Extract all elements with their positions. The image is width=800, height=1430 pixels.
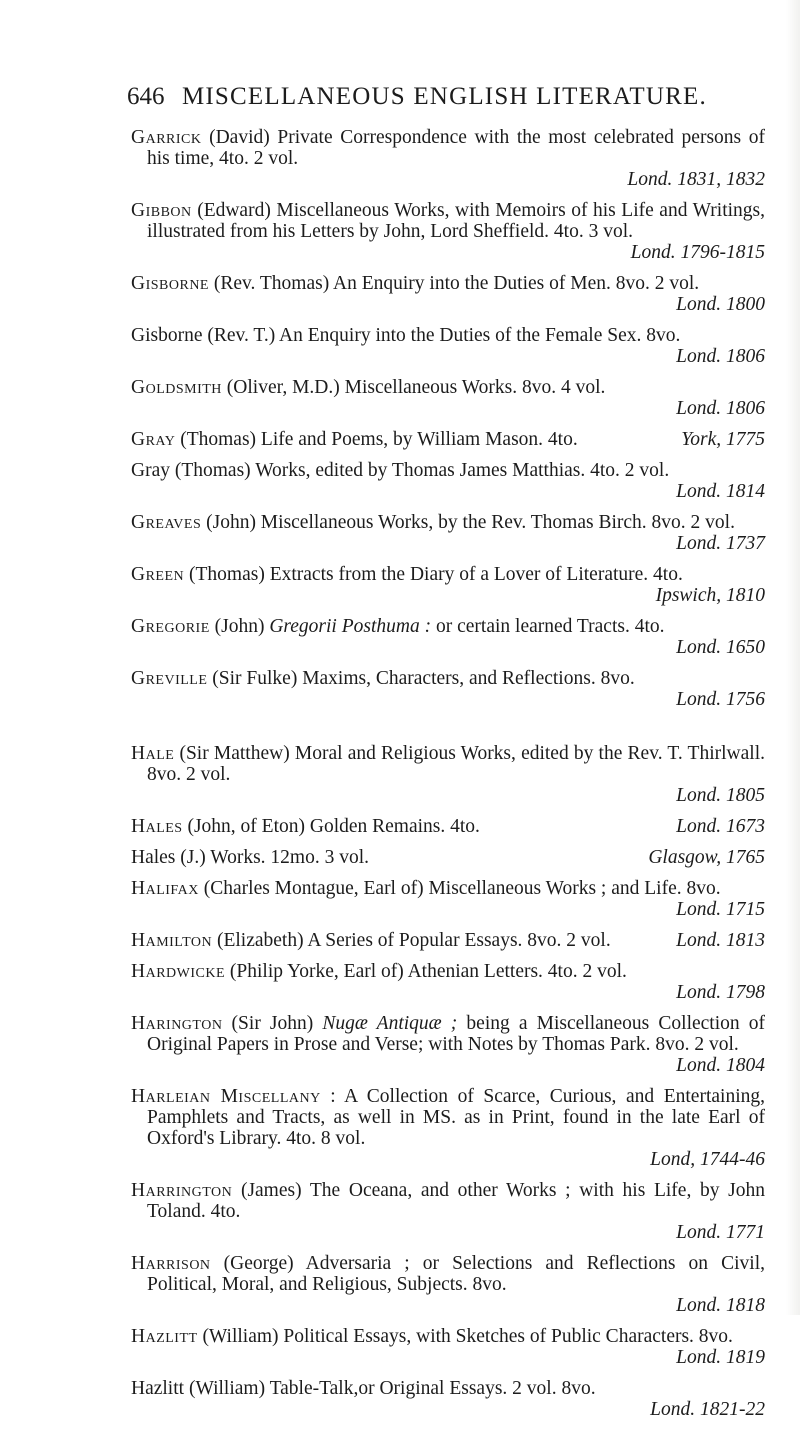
entry-imprint: Lond. 1806 <box>676 398 765 419</box>
catalogue-list <box>131 127 765 1430</box>
entry-author: Gray <box>131 460 170 481</box>
entry-author: Harrison <box>131 1253 211 1274</box>
entry-author: Hales <box>131 847 176 868</box>
entry-imprint: Lond. 1805 <box>676 785 765 806</box>
entry-text: (Philip Yorke, Earl of) Athenian Letters. 4to. 2 vol. <box>225 961 627 982</box>
entry-imprint: Lond. 1798 <box>676 982 765 1003</box>
entry-text: (William) Political Essays, with Sketches of Public Characters. 8vo. <box>197 1326 733 1347</box>
catalogue-entry <box>131 1378 765 1420</box>
catalogue-entry <box>131 1086 765 1170</box>
entry-text: (David) Private Correspondence with the most celebrated persons of his time, 4to. 2 vol. <box>147 127 765 169</box>
entry-author: Hamilton <box>131 930 213 951</box>
entry-imprint: York, 1775 <box>681 429 765 450</box>
catalogue-entry <box>131 668 765 710</box>
entry-imprint: Lond, 1744-46 <box>650 1149 765 1170</box>
entry-text: (Rev. Thomas) An Enquiry into the Duties of Men. 8vo. 2 vol. <box>208 273 700 294</box>
entry-author: Goldsmith <box>131 377 222 398</box>
catalogue-entry <box>131 377 765 419</box>
entry-text: (Edward) Miscellaneous Works, with Memoirs of his Life and Writings, illustrated from his Letters by John, Lord Sheffield. 4to. 3 vol. <box>147 200 765 242</box>
running-title: MISCELLANEOUS ENGLISH LITERATURE. <box>181 83 707 110</box>
entry-text: (Sir John) <box>222 1013 323 1034</box>
catalogue-entry <box>131 460 765 502</box>
entry-title: Gregorii Posthuma : <box>269 616 432 637</box>
entry-author: Gisborne <box>131 273 209 294</box>
entry-text: (Charles Montague, Earl of) Miscellaneous Works ; and Life. 8vo. <box>198 878 721 899</box>
catalogue-entry <box>131 200 765 263</box>
entry-imprint: Lond. 1813 <box>676 930 765 951</box>
catalogue-entry <box>131 847 765 868</box>
catalogue-entry <box>131 816 765 837</box>
entry-imprint: Lond. 1756 <box>676 689 765 710</box>
catalogue-entry <box>131 273 765 315</box>
entry-author: Harrington <box>131 1180 233 1201</box>
catalogue-entry <box>131 961 765 1003</box>
page-number: 646 <box>127 83 165 110</box>
catalogue-entry <box>131 1180 765 1243</box>
entry-author: Hales <box>131 816 183 837</box>
catalogue-entry <box>131 1326 765 1368</box>
page-edge-shadow <box>786 0 800 1315</box>
entry-imprint: Lond. 1771 <box>676 1222 765 1243</box>
entry-text: (Rev. T.) An Enquiry into the Duties of the Female Sex. 8vo. <box>202 325 681 346</box>
entry-author: Hazlitt <box>131 1378 185 1399</box>
entry-author: Hardwicke <box>131 961 226 982</box>
entry-text: (J.) Works. 12mo. 3 vol. <box>175 847 370 868</box>
entry-text: (John, of Eton) Golden Remains. 4to. <box>182 816 480 837</box>
entry-text: (George) Adversaria ; or Selections and Reflections on Civil, Political, Moral, and Religious, Subjects. 8vo. <box>147 1253 765 1295</box>
entry-imprint: Lond. 1804 <box>676 1055 765 1076</box>
entry-imprint: Lond. 1673 <box>676 816 765 837</box>
entry-imprint: Ipswich, 1810 <box>655 585 765 606</box>
entry-imprint: Lond. 1796-1815 <box>630 242 765 263</box>
entry-imprint: Lond. 1715 <box>676 899 765 920</box>
entry-author: Halifax <box>131 878 199 899</box>
entry-imprint: Lond. 1821-22 <box>650 1399 765 1420</box>
entry-author: Gisborne <box>131 325 203 346</box>
entry-text: (Sir Matthew) Moral and Religious Works, edited by the Rev. T. Thirlwall. 8vo. 2 vol. <box>147 743 765 785</box>
catalogue-entry <box>131 930 765 951</box>
section-gap <box>131 720 765 743</box>
entry-author: Gray <box>131 429 176 450</box>
entry-imprint: Lond. 1819 <box>676 1347 765 1368</box>
entry-author: Hazlitt <box>131 1326 198 1347</box>
catalogue-entry <box>131 564 765 606</box>
catalogue-entry <box>131 743 765 806</box>
entry-imprint: Lond. 1737 <box>676 533 765 554</box>
entry-imprint: Glasgow, 1765 <box>648 847 765 868</box>
entry-text: or certain learned Tracts. 4to. <box>431 616 665 637</box>
catalogue-entry <box>131 1253 765 1316</box>
entry-imprint: Lond. 1800 <box>676 294 765 315</box>
entry-text: (John) Miscellaneous Works, by the Rev. Thomas Birch. 8vo. 2 vol. <box>201 512 735 533</box>
catalogue-entry <box>131 429 765 450</box>
catalogue-entry <box>131 616 765 658</box>
entry-author: Hale <box>131 743 175 764</box>
catalogue-entry <box>131 325 765 367</box>
entry-text: (Thomas) Works, edited by Thomas James Matthias. 4to. 2 vol. <box>169 460 670 481</box>
entry-imprint: Lond. 1814 <box>676 481 765 502</box>
entry-author: Green <box>131 564 185 585</box>
entry-text: (Thomas) Extracts from the Diary of a Lover of Literature. 4to. <box>184 564 683 585</box>
entry-author: Harington <box>131 1013 223 1034</box>
entry-author: Gregorie <box>131 616 210 637</box>
entry-author: Gibbon <box>131 200 192 221</box>
entry-author: Greaves <box>131 512 202 533</box>
entry-text: (Thomas) Life and Poems, by William Mason. 4to. <box>175 429 578 450</box>
catalogue-entry <box>131 127 765 190</box>
entry-text: (John) <box>209 616 270 637</box>
entry-imprint: Lond. 1831, 1832 <box>627 169 765 190</box>
page-header <box>127 83 707 111</box>
entry-author: Harleian Miscellany <box>131 1086 321 1107</box>
entry-imprint: Lond. 1650 <box>676 637 765 658</box>
entry-text: (Sir Fulke) Maxims, Characters, and Reflections. 8vo. <box>207 668 635 689</box>
entry-author: Garrick <box>131 127 202 148</box>
entry-text: being a Miscellaneous Collection of Original Papers in Prose and Verse; with Notes by Thomas Park. 8vo. 2 vol. <box>147 1013 765 1055</box>
entry-imprint: Lond. 1806 <box>676 346 765 367</box>
catalogue-entry <box>131 878 765 920</box>
entry-imprint: Lond. 1818 <box>676 1295 765 1316</box>
catalogue-entry <box>131 1013 765 1076</box>
entry-text: (Oliver, M.D.) Miscellaneous Works. 8vo. 4 vol. <box>221 377 606 398</box>
entry-title: Nugæ Antiquæ ; <box>322 1013 458 1034</box>
entry-text: (Elizabeth) A Series of Popular Essays. 8vo. 2 vol. <box>212 930 611 951</box>
entry-author: Greville <box>131 668 208 689</box>
entry-text: (William) Table-Talk,or Original Essays. 2 vol. 8vo. <box>184 1378 596 1399</box>
catalogue-entry <box>131 512 765 554</box>
entry-text: (James) The Oceana, and other Works ; with his Life, by John Toland. 4to. <box>147 1180 765 1222</box>
entry-text: : A Collection of Scarce, Curious, and Entertaining, Pamphlets and Tracts, as well in MS. as in Print, found in the late Earl of Oxford's Library. 4to. 8 vol. <box>147 1086 765 1149</box>
